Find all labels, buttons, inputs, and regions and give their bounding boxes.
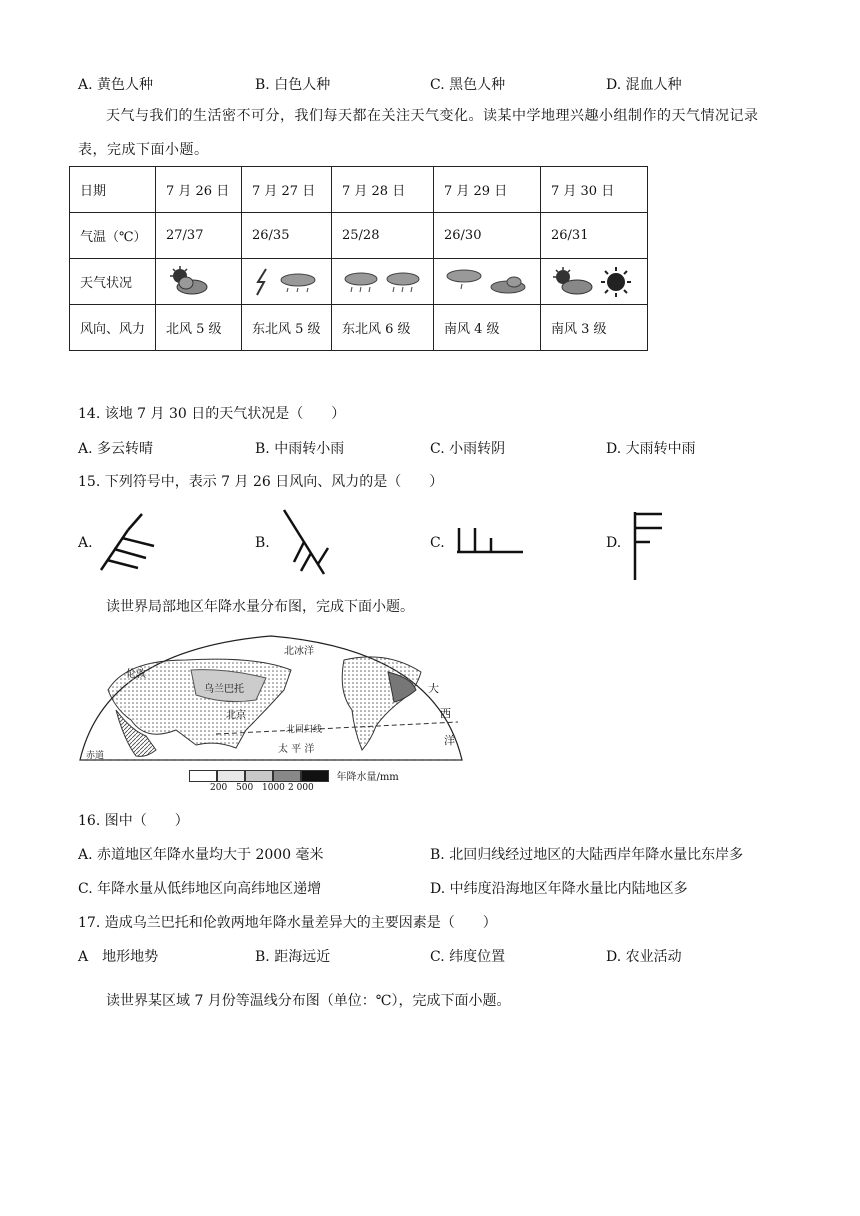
temp-cell: 26/35 [242,213,332,259]
label-pacific: 太 平 洋 [278,744,315,755]
precipitation-map [76,630,466,802]
weather-cell [156,259,242,305]
legend-swatch [301,770,329,782]
wind-symbol-a [98,510,158,574]
sun-icon [599,265,633,299]
temp-cell: 26/30 [434,213,541,259]
legend-value: 2 000 [288,783,314,793]
weather-table [69,166,648,351]
q14-stem: 14. 该地 7 月 30 日的天气状况是（ ） [78,406,346,422]
legend-value: 1000 [262,783,285,793]
label-arctic-ocean: 北冰洋 [284,646,314,657]
q17-option-c: C. 纬度位置 [430,949,506,965]
q13-option-b: B. 白色人种 [255,77,331,93]
isotherm-intro: 读世界某区域 7 月份等温线分布图（单位：℃），完成下面小题。 [106,993,511,1009]
wind-cell: 北风 5 级 [156,305,242,351]
wind-cell: 南风 3 级 [541,305,648,351]
q14-option-a: A. 多云转晴 [78,441,154,457]
q16-option-a: A. 赤道地区年降水量均大于 2000 毫米 [78,847,324,863]
q16-option-c: C. 年降水量从低纬地区向高纬地区递增 [78,881,322,897]
legend-swatch [217,770,245,782]
wind-symbol-d [630,508,666,582]
q15-option-c: C. [430,535,445,551]
temp-cell: 25/28 [332,213,434,259]
row-header-temp: 气温（℃） [70,213,156,259]
q17-option-b: B. 距海远近 [255,949,331,965]
wind-symbol-c [455,524,527,558]
q16-option-d: D. 中纬度沿海地区年降水量比内陆地区多 [430,881,688,897]
map-legend [189,768,399,784]
rain-cloud-icon [278,265,318,299]
q13-option-c: C. 黑色人种 [430,77,506,93]
row-header-wind: 风向、风力 [70,305,156,351]
temp-cell: 26/31 [541,213,648,259]
legend-swatch [189,770,217,782]
table-row-weather [70,259,648,305]
cloud-sun-icon [551,265,595,299]
label-ulaanbaatar: 乌兰巴托 [204,684,244,695]
legend-value: 500 [236,783,254,793]
table-row-wind [70,305,648,351]
q15-option-b: B. [255,535,270,551]
label-london: 伦敦 [126,669,146,680]
table-row-date [70,167,648,213]
label-beijing: 北京 [226,710,246,721]
legend-title: 年降水量/mm [336,772,399,783]
map-image [76,630,466,766]
q15-option-a: A. [78,535,93,551]
date-cell: 7 月 26 日 [156,167,242,213]
rain-cloud-icon [342,265,380,299]
q16-stem: 16. 图中（ ） [78,813,189,829]
q14-option-b: B. 中雨转小雨 [255,441,345,457]
legend-swatch [245,770,273,782]
label-equator: 赤道 [86,751,105,761]
weather-cell [242,259,332,305]
q17-stem: 17. 造成乌兰巴托和伦敦两地年降水量差异大的主要因素是（ ） [78,915,497,931]
date-cell: 7 月 28 日 [332,167,434,213]
legend-swatch [273,770,301,782]
temp-cell: 27/37 [156,213,242,259]
label-atlantic-3: 洋 [444,734,455,747]
q17-option-d: D. 农业活动 [606,949,682,965]
wind-symbol-b [278,506,334,578]
label-tropic: 北回归线 [286,725,323,735]
date-cell: 7 月 27 日 [242,167,332,213]
date-cell: 7 月 29 日 [434,167,541,213]
legend-value: 200 [210,783,228,793]
row-header-weather: 天气状况 [70,259,156,305]
q13-option-a: A. 黄色人种 [78,77,154,93]
wind-cell: 东北风 5 级 [242,305,332,351]
weather-cell [541,259,648,305]
q17-option-a: A 地形地势 [78,949,159,965]
label-atlantic-2: 西 [440,707,451,720]
cloud-icon [488,265,528,299]
lightning-icon [252,265,274,299]
cloud-sun-icon [166,265,212,299]
row-header-date: 日期 [70,167,156,213]
weather-cell [434,259,541,305]
q14-option-c: C. 小雨转阴 [430,441,506,457]
rain-cloud-icon [384,265,422,299]
q13-option-d: D. 混血人种 [606,77,682,93]
map-intro: 读世界局部地区年降水量分布图，完成下面小题。 [106,599,414,615]
q14-option-d: D. 大雨转中雨 [606,441,696,457]
q16-option-b: B. 北回归线经过地区的大陆西岸年降水量比东岸多 [430,847,744,863]
wind-cell: 东北风 6 级 [332,305,434,351]
q15-option-d: D. [606,535,622,551]
q15-stem: 15. 下列符号中，表示 7 月 26 日风向、风力的是（ ） [78,474,444,490]
date-cell: 7 月 30 日 [541,167,648,213]
wind-cell: 南风 4 级 [434,305,541,351]
weather-cell [332,259,434,305]
weather-intro: 天气与我们的生活密不可分，我们每天都在关注天气变化。读某中学地理兴趣小组制作的天气情况记录表，完成下面小题。 [78,108,759,158]
table-row-temp [70,213,648,259]
label-atlantic-1: 大 [428,682,439,695]
rain-cloud-icon [444,265,484,299]
